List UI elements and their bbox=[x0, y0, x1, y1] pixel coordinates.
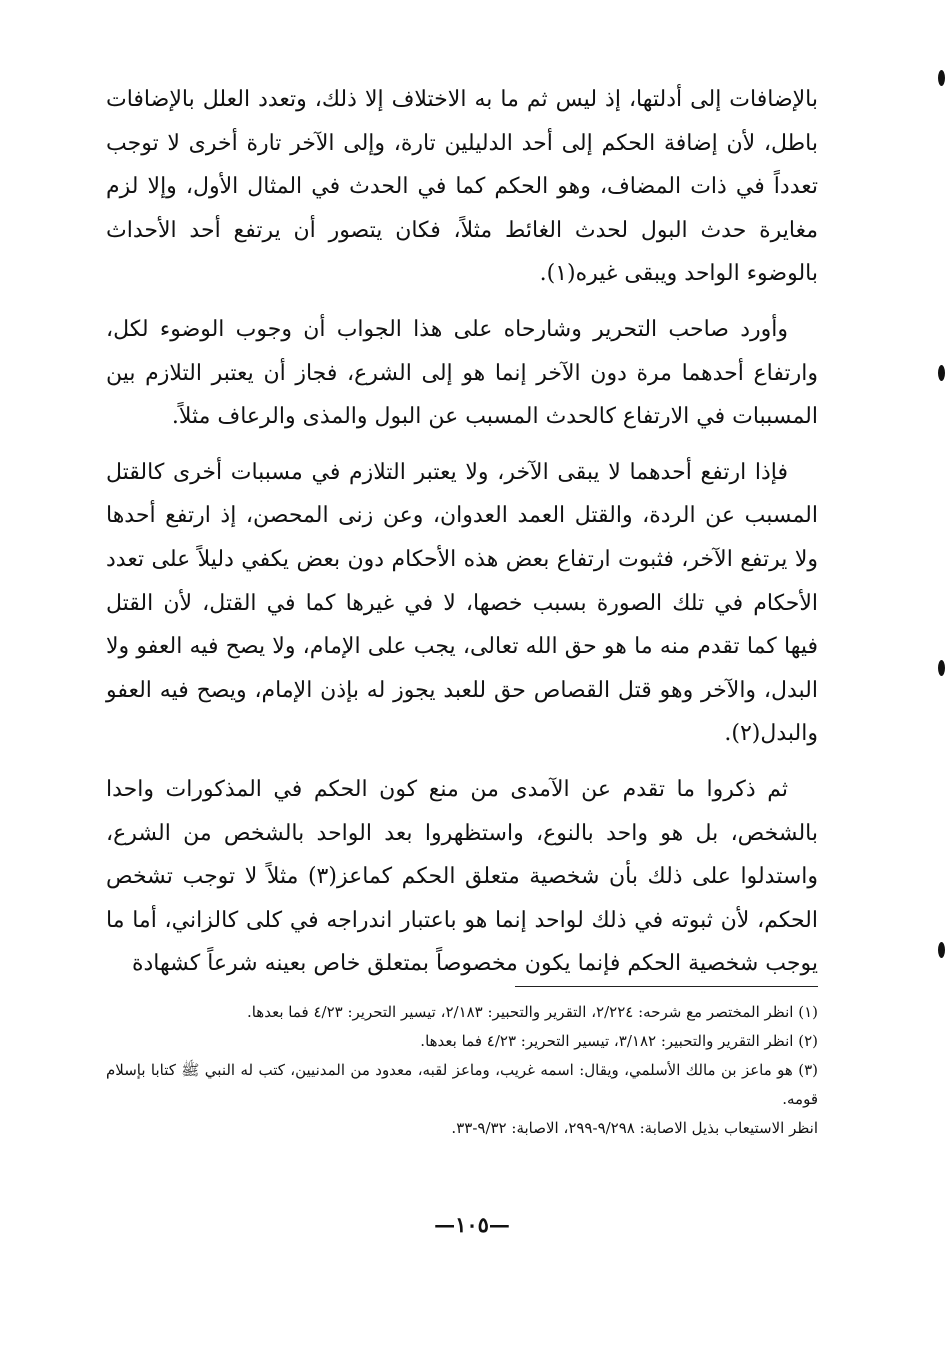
paragraph-2: وأورد صاحب التحرير وشارحاه على هذا الجواب أن وجوب الوضوء لكل، وارتفاع أحدهما مرة دون الآخر إنما هو إلى الشرع، فجاز أن يعتبر التلازم بين المسببات في الارتفاع كالحدث المسبب عن البول والمذى والرعاف مثلاً. bbox=[106, 316, 818, 430]
paragraph-3: فإذا ارتفع أحدهما لا يبقى الآخر، ولا يعتبر التلازم في مسببات أخرى كالقتل المسبب عن الردة، والقتل العمد العدوان، وعن زنى المحصن، إذ ارتفع أحدها ولا يرتفع الآخر، فثبوت ارتفاع بعض هذه الأحكام دون بعض يكفي دليلاً على تعدد الأحكام في تلك الصورة بسبب خصها، لا في غيرها كما في القتل، لأن القتل فيها كما تقدم منه ما هو حق الله تعالى، يجب على الإمام، ولا يصح فيه العفو ولا البدل، والآخر وهو قتل القصاص حق للعبد يجوز له بإذن الإمام، ويصح فيه العفو والبدل(٢). bbox=[106, 459, 818, 747]
page-number: —١٠٥— bbox=[434, 1212, 510, 1237]
scan-mark bbox=[938, 660, 945, 676]
paragraph-1: بالإضافات إلى أدلتها، إذ ليس ثم ما به الاختلاف إلا ذلك، وتعدد العلل بالإضافات باطل، لأن إضافة الحكم إلى أحد الدليلين تارة، وإلى الآخر تارة أخرى لا توجب تعدداً في ذات المضاف، وهو الحكم كما في الحدث في المثال الأول، وإلا لزم مغايرة حدث البول لحدث الغائط مثلاً، فكان يتصور أن يرتفع أحد الأحداث بالوضوء الواحد ويبقى غيره(١). bbox=[106, 87, 818, 287]
footnotes bbox=[106, 998, 818, 1143]
scan-mark bbox=[938, 942, 945, 958]
footnote-3-reference: انظر الاستيعاب بذيل الاصابة: ٩/٢٩٨-٢٩٩، الاصابة: ٩/٣٢-٣٣. bbox=[451, 1119, 818, 1137]
scan-mark bbox=[938, 365, 945, 381]
scan-mark bbox=[938, 70, 945, 86]
footnote-1: (١) انظر المختصر مع شرحه: ٢/٢٢٤، التقرير والتحبير: ٢/١٨٣، تيسير التحرير: ٤/٢٣ فما بعدها. bbox=[246, 1003, 818, 1021]
footnote-2: (٢) انظر التقرير والتحبير: ٣/١٨٢، تيسير التحرير: ٤/٢٣ فما بعدها. bbox=[420, 1032, 818, 1050]
main-text bbox=[106, 78, 818, 998]
footnote-separator bbox=[515, 986, 818, 987]
paragraph-4: ثم ذكروا ما تقدم عن الآمدى من منع كون الحكم في المذكورات واحدا بالشخص، بل هو واحد بالنوع، واستظهروا بعد الواحد بالشخص من الشرع، واستدلوا على ذلك بأن شخصية متعلق الحكم كماعز(٣) مثلاً لا توجب تشخص الحكم، لأن ثبوته في ذلك لواحد إنما هو باعتبار اندراجه في كلى كالزاني، أما ما يوجب شخصية الحكم فإنما يكون مخصوصاً بمتعلق خاص بعينه شرعاً كشهادة bbox=[106, 776, 819, 977]
footnote-3: (٣) هو ماعز بن مالك الأسلمي، ويقال: اسمه غريب، وماعز لقبه، معدود من المدنيين، كتب له النبي ﷺ كتابا بإسلام قومه. bbox=[106, 1061, 818, 1108]
